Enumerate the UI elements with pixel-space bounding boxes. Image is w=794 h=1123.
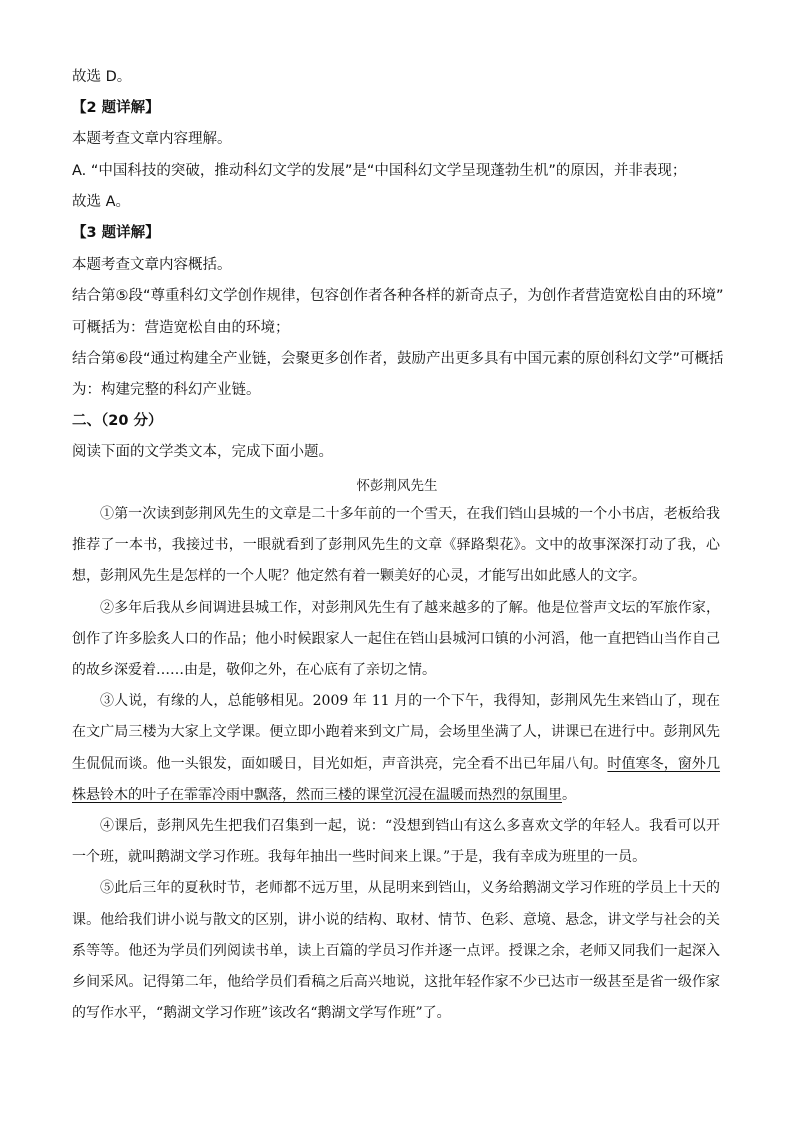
section-two-instruction: 阅读下面的文学类文本，完成下面小题。 bbox=[72, 444, 333, 460]
section-two-heading: 二、（20 分） bbox=[72, 413, 163, 429]
question-2-heading: 【2 题详解】 bbox=[72, 100, 160, 116]
essay-paragraph-3-text: ③人说，有缘的人，总能够相见。2009 年 11 月的一个下午，我得知，彭荆风先生来铛山了，现在在文广局三楼为大家上文学课。便立即小跑着来到文广局，会场里坐满了人，讲课已在进行中。彭荆风先生侃侃而谈。他一头银发，面如暖日，目光如炬，声音洪亮，完全看不出已年届八旬。 bbox=[72, 693, 720, 772]
underlined-sentence: 时值寒冬，窗外几株悬铃木的叶子在霏霏冷雨中飘落，然而三楼的课堂沉浸在温暖而热烈的氛围里 bbox=[72, 755, 721, 803]
answer-d-line: 故选 D。 bbox=[72, 69, 132, 85]
question-3-topic: 本题考查文章内容概括。 bbox=[72, 257, 232, 273]
question-3-para5-quote: 结合第⑤段“尊重科幻文学创作规律，包容创作者各种各样的新奇点子，为创作者营造宽松自由的环境” bbox=[72, 288, 724, 304]
question-3-heading: 【3 题详解】 bbox=[72, 225, 160, 241]
question-3-para5-summary: 可概括为：营造宽松自由的环境； bbox=[72, 320, 290, 336]
question-3-para6-summary: 为：构建完整的科幻产业链。 bbox=[72, 382, 261, 398]
question-2-topic: 本题考查文章内容理解。 bbox=[72, 131, 232, 147]
essay-body bbox=[72, 499, 720, 1029]
essay-paragraph-2: ②多年后我从乡间调进县城工作，对彭荆风先生有了越来越多的了解。他是位誉声文坛的军旅作家，创作了许多脍炙人口的作品；他小时候跟家人一起住在铛山县城河口镇的小河滔，他一直把铛山当作自己的故乡深爱着……由是，敬仰之外，在心底有了亲切之情。 bbox=[72, 599, 720, 679]
essay-paragraph-3-end: 。 bbox=[562, 786, 576, 803]
essay-paragraph-4: ④课后，彭荆风先生把我们召集到一起，说：“没想到铛山有这么多喜欢文学的年轻人。我看可以开一个班，就叫鹅湖文学习作班。我每年抽出一些时间来上课。”于是，我有幸成为班里的一员。 bbox=[72, 818, 720, 866]
essay-paragraph-1: ①第一次读到彭荆风先生的文章是二十多年前的一个雪天，在我们铛山县城的一个小书店，老板给我推荐了一本书，我接过书，一眼就看到了彭荆风先生的文章《驿路梨花》。文中的故事深深打动了我，心想，彭荆风先生是怎样的一个人呢？他定然有着一颗美好的心灵，才能写出如此感人的文字。 bbox=[72, 506, 720, 585]
question-3-para6-quote: 结合第⑥段“通过构建全产业链，会聚更多创作者，鼓励产出更多具有中国元素的原创科幻文学”可概括 bbox=[72, 351, 724, 367]
essay-paragraph-5: ⑤此后三年的夏秋时节，老师都不远万里，从昆明来到铛山，义务给鹅湖文学习作班的学员上十天的课。他给我们讲小说与散文的区别，讲小说的结构、取材、情节、色彩、意境、悬念，讲文学与社会的关系等等。他还为学员们列阅读书单，读上百篇的学员习作并逐一点评。授课之余，老师又同我们一起深入乡间采风。记得第二年，他给学员们看稿之后高兴地说，这批年轻作家不少已达市一级甚至是省一级作家的写作水平，“鹅湖文学习作班”该改名“鹅湖文学写作班”了。 bbox=[72, 880, 720, 1022]
essay-title: 怀彭荆风先生 bbox=[356, 478, 438, 494]
answer-a-line: 故选 A。 bbox=[72, 194, 131, 210]
question-2-option-a: A. “中国科技的突破，推动科幻文学的发展”是“中国科幻文学呈现蓬勃生机”的原因，并非表现； bbox=[72, 163, 687, 179]
essay-paragraph-3 bbox=[72, 686, 720, 811]
